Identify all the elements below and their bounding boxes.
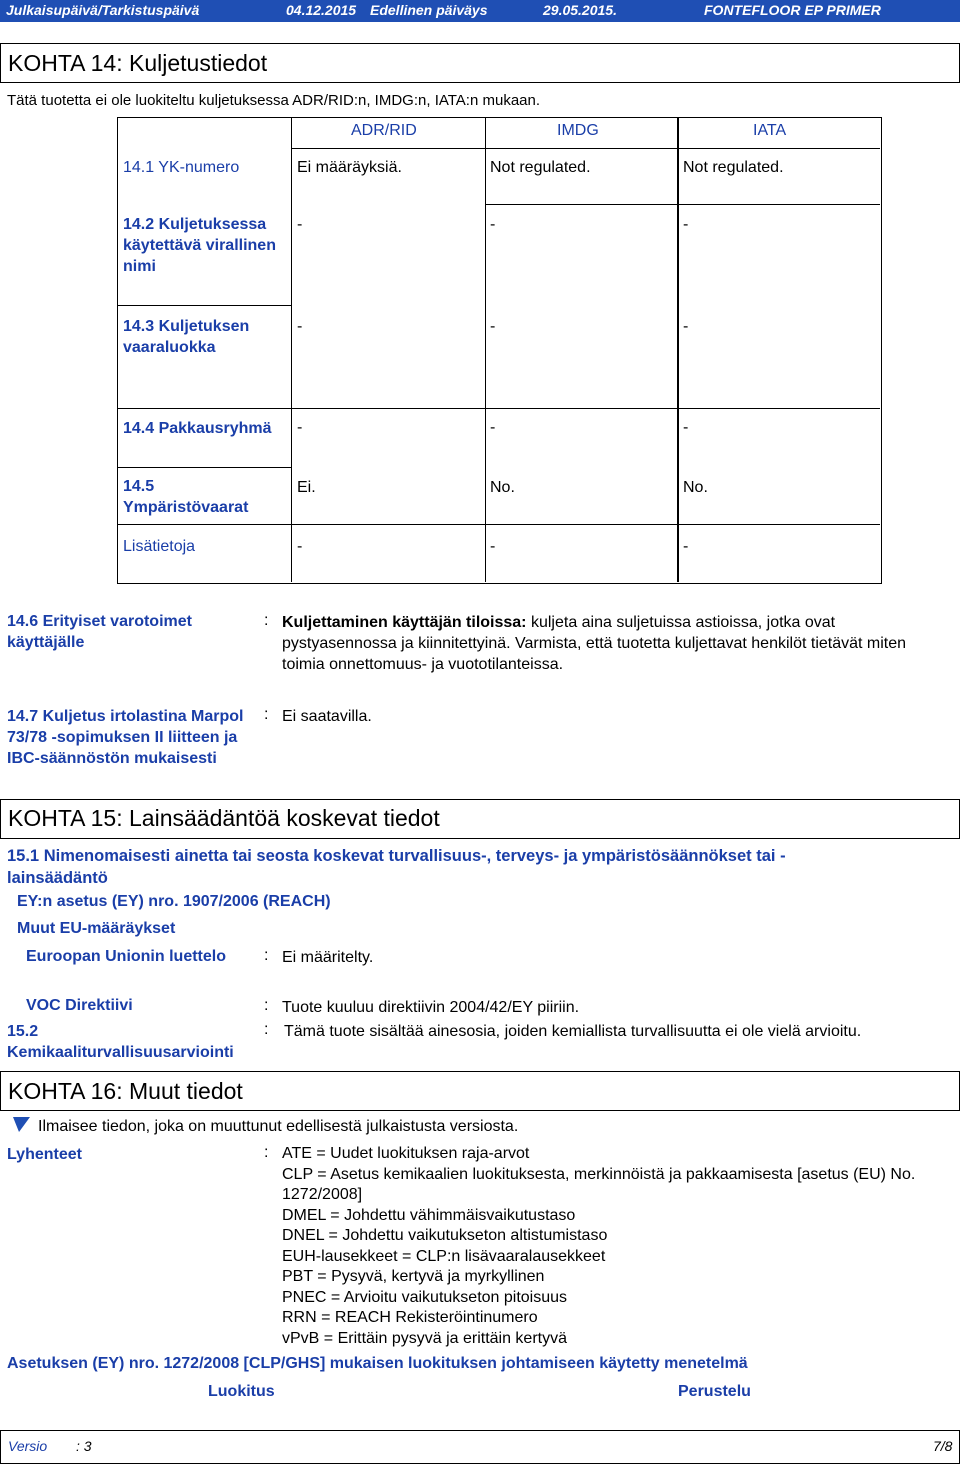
- abbreviation-item: ATE = Uudet luokituksen raja-arvot: [282, 1145, 530, 1162]
- abbreviations-label: Lyhenteet: [7, 1146, 82, 1163]
- abbreviation-item: CLP = Asetus kemikaalien luokituksesta, merkinnöistä ja pakkaamisesta [asetus (EU) No. 1272/2008]: [282, 1165, 916, 1203]
- document-footer: [0, 1430, 960, 1464]
- version-label: Versio: [8, 1438, 48, 1454]
- section-14-box: [0, 43, 960, 83]
- eu-list-label: Euroopan Unionin luettelo: [26, 948, 226, 965]
- colon: :: [264, 947, 269, 964]
- packing-group-imdg: -: [490, 419, 496, 436]
- abbreviations-list: [282, 1144, 942, 1349]
- colon: :: [264, 1144, 269, 1161]
- colon: :: [264, 1021, 269, 1038]
- section-16-title: KOHTA 16: Muut tiedot: [8, 1078, 243, 1104]
- voc-value: Tuote kuuluu direktiivin 2004/42/EY piiriin.: [282, 999, 580, 1016]
- bulk-transport-label: 14.7 Kuljetus irtolastina Marpol 73/78 -sopimuksen II liitteen ja IBC-säännöstön mukaisesti: [7, 708, 244, 767]
- version-value: : 3: [76, 1438, 92, 1454]
- row-label-packing-group: 14.4 Pakkausryhmä: [123, 420, 272, 437]
- section-15-title: KOHTA 15: Lainsäädäntöä koskevat tiedot: [8, 805, 440, 831]
- environmental-imdg: No.: [490, 479, 515, 496]
- shipping-name-adr: -: [297, 216, 303, 233]
- abbreviation-item: DMEL = Johdettu vähimmäisvaikutustaso: [282, 1206, 576, 1224]
- special-precautions-value: [282, 612, 947, 675]
- section-15-box: [0, 799, 960, 839]
- classification-method-title: Asetuksen (EY) nro. 1272/2008 [CLP/GHS] mukaisen luokituksen johtamiseen käytetty menetelmä: [7, 1355, 748, 1372]
- colon: :: [264, 997, 269, 1014]
- table-divider: [117, 305, 292, 306]
- section-16-box: [0, 1071, 960, 1111]
- row-label-additional-info: Lisätietoja: [123, 538, 196, 555]
- column-header-imdg: IMDG: [557, 122, 599, 139]
- additional-info-imdg: -: [490, 538, 496, 555]
- document-header: [0, 0, 960, 22]
- table-divider: [485, 204, 880, 205]
- previous-date-value: 29.05.2015.: [543, 2, 617, 18]
- special-precautions-heading: Kuljettaminen käyttäjän tiloissa:: [282, 614, 527, 631]
- product-name: FONTEFLOOR EP PRIMER: [704, 2, 881, 18]
- environmental-iata: No.: [683, 479, 708, 496]
- column-header-classification: Luokitus: [208, 1383, 275, 1400]
- packing-group-iata: -: [683, 419, 689, 436]
- change-note: Ilmaisee tiedon, joka on muuttunut edellisestä julkaistusta versiosta.: [38, 1118, 519, 1135]
- column-header-basis: Perustelu: [678, 1383, 751, 1400]
- abbreviation-item: vPvB = Erittäin pysyvä ja erittäin kertyvä: [282, 1329, 567, 1347]
- row-label-un-number: 14.1 YK-numero: [123, 159, 240, 176]
- colon: :: [264, 706, 269, 723]
- un-number-imdg: Not regulated.: [490, 159, 591, 176]
- reach-heading: EY:n asetus (EY) nro. 1907/2006 (REACH): [17, 893, 331, 910]
- shipping-name-iata: -: [683, 216, 689, 233]
- page-number: 7/8: [933, 1438, 953, 1454]
- abbreviation-item: DNEL = Johdettu vaikutukseton altistumistaso: [282, 1227, 608, 1244]
- column-header-adr-rid: ADR/RID: [351, 122, 417, 139]
- environmental-adr: Ei.: [297, 479, 316, 496]
- table-divider: [485, 117, 486, 582]
- shipping-name-imdg: -: [490, 216, 496, 233]
- hazard-class-iata: -: [683, 318, 689, 335]
- additional-info-adr: -: [297, 538, 303, 555]
- table-divider: [117, 467, 292, 468]
- issue-date-label: Julkaisupäivä/Tarkistuspäivä: [6, 2, 200, 18]
- table-divider: [291, 148, 880, 149]
- abbreviation-item: EUH-lausekkeet = CLP:n lisävaaralausekkeet: [282, 1247, 606, 1265]
- eu-list-value: Ei määritelty.: [282, 949, 374, 966]
- section-14-intro: Tätä tuotetta ei ole luokiteltu kuljetuksessa ADR/RID:n, IMDG:n, IATA:n mukaan.: [7, 92, 541, 109]
- row-label-shipping-name: 14.2 Kuljetuksessa käytettävä virallinen nimi: [123, 216, 276, 275]
- un-number-adr: Ei määräyksiä.: [297, 159, 402, 176]
- table-divider: [291, 117, 292, 582]
- column-header-iata: IATA: [753, 122, 787, 139]
- hazard-class-adr: -: [297, 318, 303, 335]
- previous-date-label: Edellinen päiväys: [370, 2, 488, 18]
- row-label-environmental: 14.5 Ympäristövaarat: [123, 478, 249, 516]
- csa-value: Tämä tuote sisältää ainesosia, joiden kemiallista turvallisuutta ei ole vielä arvioitu.: [284, 1023, 862, 1040]
- csa-label: 15.2 Kemikaaliturvallisuusarviointi: [7, 1023, 234, 1061]
- other-eu-heading: Muut EU-määräykset: [17, 920, 176, 937]
- abbreviation-item: PBT = Pysyvä, kertyvä ja myrkyllinen: [282, 1268, 545, 1285]
- packing-group-adr: -: [297, 419, 303, 436]
- hazard-class-imdg: -: [490, 318, 496, 335]
- bulk-transport-value: Ei saatavilla.: [282, 708, 372, 725]
- table-divider: [117, 408, 880, 409]
- change-marker-icon: [13, 1117, 31, 1133]
- colon: :: [264, 612, 269, 629]
- special-precautions-text: kuljeta aina suljetuissa astioissa, jotka ovat pystyasennossa ja kiinnitettyinä. Varmista, että tuotetta kuljettavat henkilöt tietävät miten toimia onnettomuus- ja vuototilanteissa.: [282, 614, 907, 673]
- additional-info-iata: -: [683, 538, 689, 555]
- abbreviation-item: RRN = REACH Rekisteröintinumero: [282, 1309, 538, 1326]
- issue-date-value: 04.12.2015: [286, 2, 357, 18]
- table-divider: [677, 117, 679, 582]
- abbreviation-item: PNEC = Arvioitu vaikutukseton pitoisuus: [282, 1288, 568, 1306]
- row-label-hazard-class: 14.3 Kuljetuksen vaaraluokka: [123, 318, 250, 356]
- section-14-title: KOHTA 14: Kuljetustiedot: [8, 50, 268, 76]
- un-number-iata: Not regulated.: [683, 159, 784, 176]
- table-divider: [117, 524, 880, 525]
- voc-label: VOC Direktiivi: [26, 997, 133, 1014]
- section-15-1-heading: 15.1 Nimenomaisesti ainetta tai seosta koskevat turvallisuus-, terveys- ja ympäristösäännökset tai -lainsäädäntö: [7, 847, 786, 887]
- special-precautions-label: 14.6 Erityiset varotoimet käyttäjälle: [7, 613, 192, 651]
